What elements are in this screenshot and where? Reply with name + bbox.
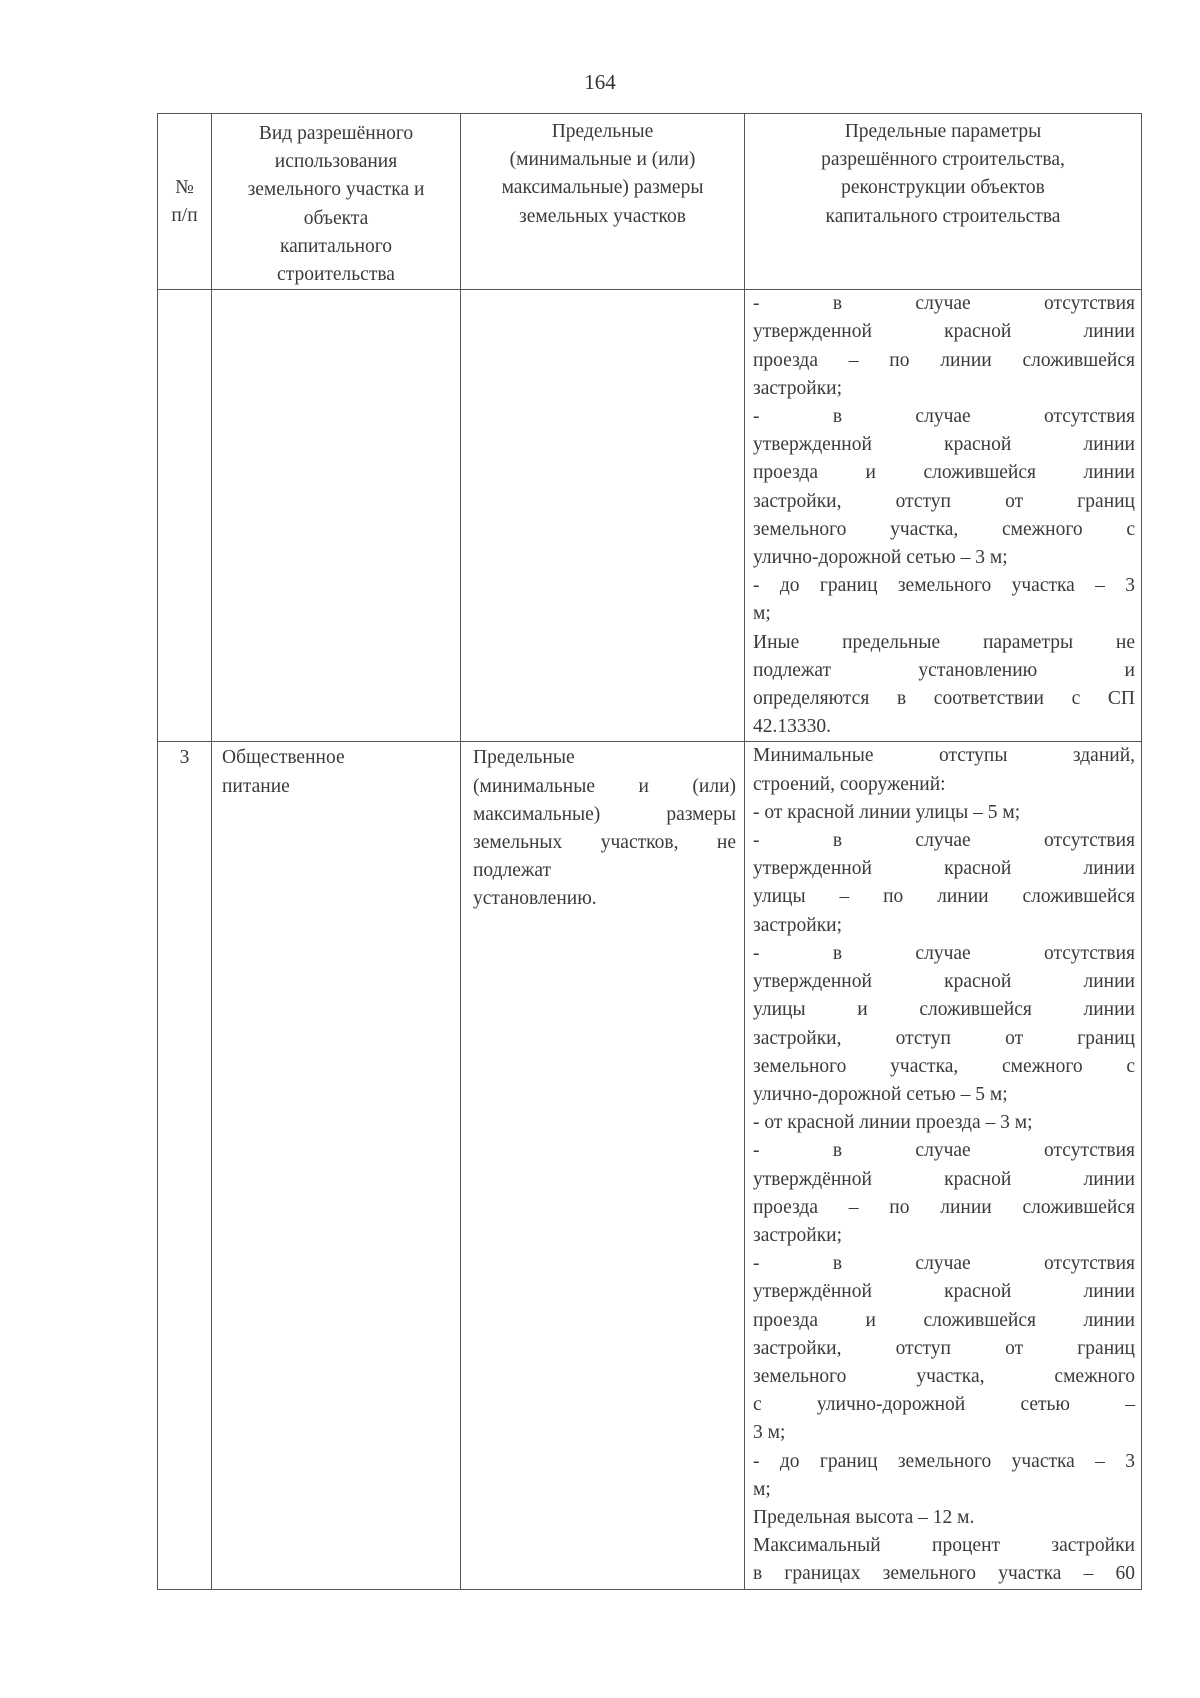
text-line: 42.13330. <box>753 716 831 738</box>
use-type-cell <box>212 290 461 742</box>
plot-size-cell <box>461 742 745 1589</box>
text-line: Минимальные отступы зданий, <box>753 745 1135 767</box>
text-line: застройки; <box>753 1224 843 1246</box>
text-line: (минимальные и (или) <box>509 149 696 171</box>
text-line: застройки; <box>753 377 843 399</box>
text-line: застройки; <box>753 914 843 936</box>
table-row <box>158 742 1142 1589</box>
text-line: проезда – по линии сложившейся <box>753 349 1135 371</box>
text-line: земельного участка, смежного с <box>753 1055 1135 1077</box>
text-line: максимальные) размеры <box>501 177 704 199</box>
text-line: утвержденной красной линии <box>753 321 1135 343</box>
table-header-row <box>158 114 1142 290</box>
text-line: утвержденной красной линии <box>753 434 1135 456</box>
text-line: (минимальные и (или) <box>473 775 736 797</box>
row-number-cell <box>158 290 212 742</box>
text-line: проезда и сложившейся линии <box>753 1309 1135 1331</box>
text-line: утверждённой красной линии <box>753 1281 1135 1303</box>
text-line: Общественное <box>222 747 345 769</box>
text-line: утверждённой красной линии <box>753 1168 1135 1190</box>
text-line: Предельные <box>551 121 654 142</box>
text-line: Предельные параметры <box>844 121 1042 142</box>
text-line: м; <box>753 603 771 625</box>
text-line: с улично-дорожной сетью – <box>753 1394 1135 1416</box>
text-line: - до границ земельного участка – 3 <box>753 1450 1135 1472</box>
text-line: - в случае отсутствия <box>753 942 1135 964</box>
header-number <box>158 114 212 290</box>
text-line: - до границ земельного участка – 3 <box>753 575 1135 597</box>
text-line: подлежат <box>473 860 552 882</box>
text-line: строений, сооружений: <box>753 773 946 795</box>
text-line: объекта <box>303 207 369 229</box>
text-line: Максимальный процент застройки <box>753 1535 1135 1557</box>
land-use-parameters-table <box>157 113 1142 1590</box>
text-line: максимальные) размеры <box>473 803 736 825</box>
text-line: - в случае отсутствия <box>753 830 1135 852</box>
text-line: земельных участков, не <box>473 832 736 854</box>
text-line: капитального строительства <box>825 205 1061 227</box>
text-line: Предельные <box>473 747 575 769</box>
text-line: застройки, отступ от границ <box>753 1337 1135 1359</box>
text-line: - в случае отсутствия <box>753 1253 1135 1275</box>
text-line: в границах земельного участка – 60 <box>753 1563 1135 1585</box>
text-line: Иные предельные параметры не <box>753 631 1135 653</box>
text-line: улично-дорожной сетью – 5 м; <box>753 1083 1008 1105</box>
use-type-cell <box>212 742 461 1589</box>
text-line: проезда и сложившейся линии <box>753 462 1135 484</box>
text-line: 3 м; <box>753 1422 786 1444</box>
row-number-cell: 3 <box>158 742 212 1589</box>
plot-size-cell <box>461 290 745 742</box>
text-line: Вид разрешённого <box>258 123 414 144</box>
header-parameters <box>745 114 1142 290</box>
text-line: подлежат установлению и <box>753 659 1135 681</box>
text-line: земельного участка, смежного <box>753 1365 1135 1387</box>
table-row <box>158 290 1142 742</box>
text-line: - от красной линии проезда – 3 м; <box>753 1112 1033 1134</box>
header-use-type <box>212 114 461 290</box>
text-line: земельного участка и <box>247 179 425 201</box>
text-line: улично-дорожной сетью – 3 м; <box>753 547 1008 569</box>
text-line: земельного участка, смежного с <box>753 518 1135 540</box>
text-line: определяются в соответствии с СП <box>753 688 1135 710</box>
text-line: застройки, отступ от границ <box>753 490 1135 512</box>
text-line: № <box>175 177 194 198</box>
text-line: строительства <box>277 264 395 286</box>
text-line: утвержденной красной линии <box>753 971 1135 993</box>
text-line: использования <box>274 151 398 173</box>
text-line: - в случае отсутствия <box>753 1140 1135 1162</box>
text-line: - от красной линии улицы – 5 м; <box>753 801 1021 823</box>
text-line: капитального <box>279 235 393 257</box>
text-line: застройки, отступ от границ <box>753 1027 1135 1049</box>
text-line: улицы и сложившейся линии <box>753 999 1135 1021</box>
text-line: земельных участков <box>519 205 686 227</box>
text-line: разрешённого строительства, <box>821 149 1065 171</box>
text-line: установлению. <box>473 888 597 910</box>
text-line: - в случае отсутствия <box>753 406 1135 428</box>
page-number: 164 <box>584 70 616 94</box>
text-line: м; <box>753 1478 771 1500</box>
parameters-cell <box>745 290 1142 742</box>
text-line: реконструкции объектов <box>841 177 1045 199</box>
text-line: п/п <box>171 205 198 227</box>
text-line: улицы – по линии сложившейся <box>753 886 1135 908</box>
text-line: питание <box>222 775 290 797</box>
text-line: проезда – по линии сложившейся <box>753 1196 1135 1218</box>
parameters-cell <box>745 742 1142 1589</box>
text-line: - в случае отсутствия <box>753 293 1135 315</box>
header-plot-size <box>461 114 745 290</box>
text-line: утвержденной красной линии <box>753 858 1135 880</box>
text-line: Предельная высота – 12 м. <box>753 1506 975 1528</box>
